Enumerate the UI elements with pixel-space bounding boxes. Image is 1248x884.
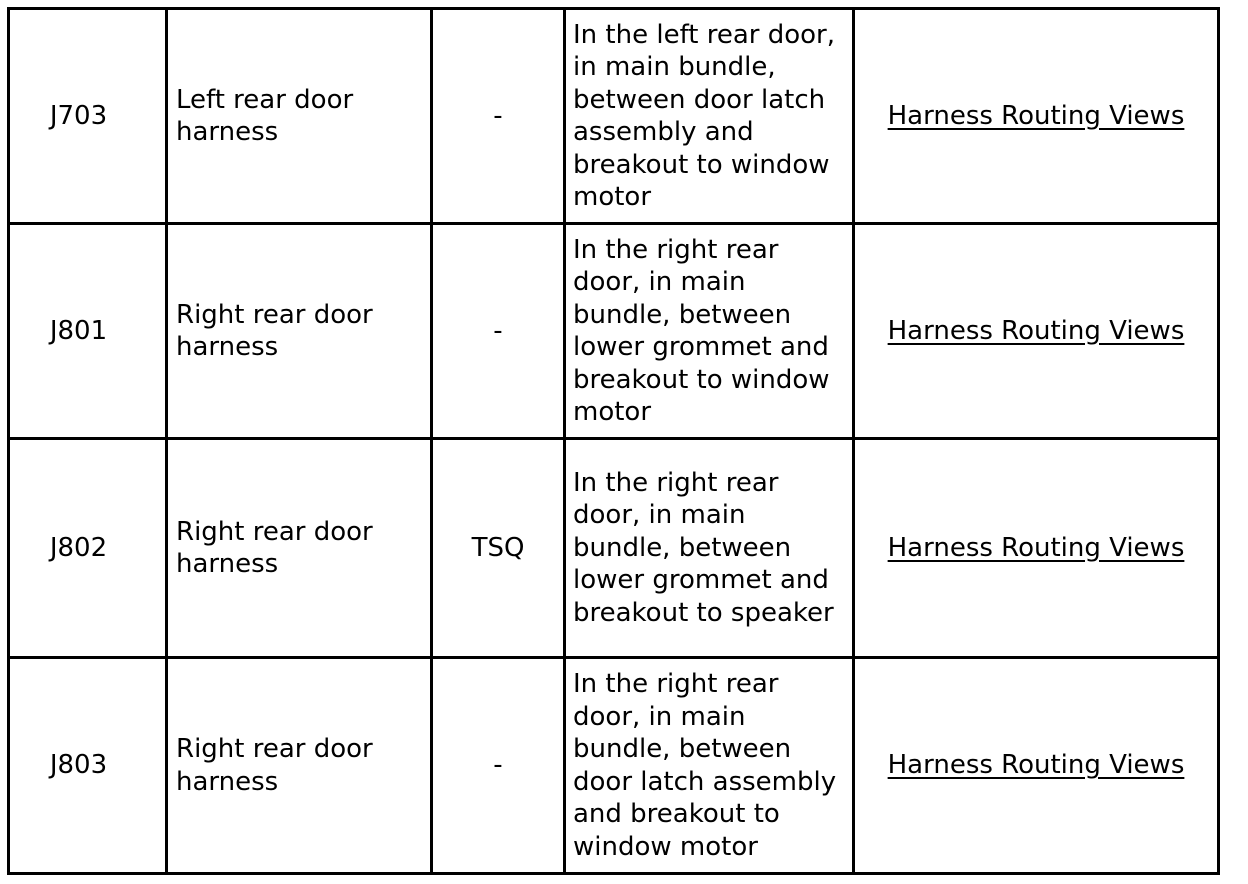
table-row bbox=[9, 224, 1219, 439]
description-cell: Left rear door harness bbox=[167, 9, 432, 224]
code-cell: - bbox=[432, 224, 565, 439]
link-cell bbox=[854, 9, 1219, 224]
table-row bbox=[9, 9, 1219, 224]
connector-id-cell: J703 bbox=[9, 9, 167, 224]
connector-table bbox=[7, 7, 1220, 875]
connector-id-cell: J803 bbox=[9, 658, 167, 874]
location-cell: In the right rear door, in main bundle, between door latch assembly and breakout to window motor bbox=[565, 658, 854, 874]
location-cell: In the right rear door, in main bundle, between lower grommet and breakout to speaker bbox=[565, 439, 854, 658]
table-row bbox=[9, 658, 1219, 874]
harness-routing-views-link[interactable]: Harness Routing Views bbox=[887, 100, 1185, 131]
link-cell bbox=[854, 224, 1219, 439]
link-cell bbox=[854, 658, 1219, 874]
code-cell: - bbox=[432, 9, 565, 224]
code-cell: TSQ bbox=[432, 439, 565, 658]
link-cell bbox=[854, 439, 1219, 658]
description-cell: Right rear door harness bbox=[167, 439, 432, 658]
harness-routing-views-link[interactable]: Harness Routing Views bbox=[887, 750, 1185, 781]
connector-id-cell: J802 bbox=[9, 439, 167, 658]
description-cell: Right rear door harness bbox=[167, 658, 432, 874]
table-row bbox=[9, 439, 1219, 658]
location-cell: In the left rear door, in main bundle, between door latch assembly and breakout to window motor bbox=[565, 9, 854, 224]
harness-routing-views-link[interactable]: Harness Routing Views bbox=[887, 532, 1185, 563]
harness-routing-views-link[interactable]: Harness Routing Views bbox=[887, 315, 1185, 346]
connector-id-cell: J801 bbox=[9, 224, 167, 439]
location-cell: In the right rear door, in main bundle, between lower grommet and breakout to window motor bbox=[565, 224, 854, 439]
description-cell: Right rear door harness bbox=[167, 224, 432, 439]
code-cell: - bbox=[432, 658, 565, 874]
